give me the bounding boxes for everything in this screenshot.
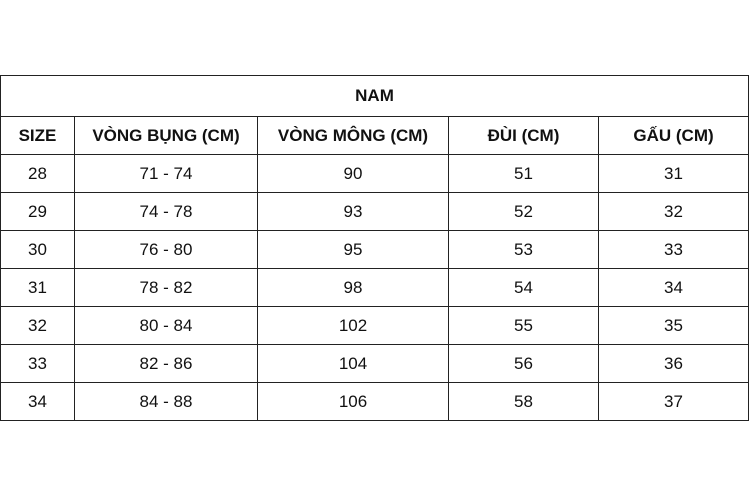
cell-waist: 76 - 80 (75, 231, 258, 269)
cell-hip: 95 (258, 231, 449, 269)
cell-size: 33 (1, 345, 75, 383)
cell-hip: 98 (258, 269, 449, 307)
cell-hip: 93 (258, 193, 449, 231)
cell-hip: 104 (258, 345, 449, 383)
header-hem: GẤU (CM) (599, 117, 749, 155)
cell-hem: 32 (599, 193, 749, 231)
cell-hem: 35 (599, 307, 749, 345)
cell-waist: 82 - 86 (75, 345, 258, 383)
cell-waist: 78 - 82 (75, 269, 258, 307)
size-chart-table (0, 75, 749, 421)
cell-thigh: 54 (449, 269, 599, 307)
cell-hip: 106 (258, 383, 449, 421)
cell-thigh: 55 (449, 307, 599, 345)
cell-thigh: 53 (449, 231, 599, 269)
table-row (1, 155, 749, 193)
cell-hem: 37 (599, 383, 749, 421)
table-row (1, 345, 749, 383)
cell-waist: 74 - 78 (75, 193, 258, 231)
header-thigh: ĐÙI (CM) (449, 117, 599, 155)
cell-size: 34 (1, 383, 75, 421)
header-row (1, 117, 749, 155)
cell-waist: 84 - 88 (75, 383, 258, 421)
title-row (1, 76, 749, 117)
cell-size: 30 (1, 231, 75, 269)
cell-waist: 80 - 84 (75, 307, 258, 345)
cell-waist: 71 - 74 (75, 155, 258, 193)
cell-size: 32 (1, 307, 75, 345)
table-row (1, 193, 749, 231)
header-hip: VÒNG MÔNG (CM) (258, 117, 449, 155)
table-row (1, 269, 749, 307)
cell-hem: 33 (599, 231, 749, 269)
table-row (1, 231, 749, 269)
table-row (1, 307, 749, 345)
cell-hip: 102 (258, 307, 449, 345)
cell-size: 29 (1, 193, 75, 231)
table-row (1, 383, 749, 421)
cell-thigh: 51 (449, 155, 599, 193)
table-title: NAM (1, 76, 749, 117)
cell-hem: 34 (599, 269, 749, 307)
header-size: SIZE (1, 117, 75, 155)
header-waist: VÒNG BỤNG (CM) (75, 117, 258, 155)
cell-thigh: 58 (449, 383, 599, 421)
cell-thigh: 56 (449, 345, 599, 383)
cell-hip: 90 (258, 155, 449, 193)
cell-thigh: 52 (449, 193, 599, 231)
cell-hem: 31 (599, 155, 749, 193)
cell-hem: 36 (599, 345, 749, 383)
cell-size: 28 (1, 155, 75, 193)
cell-size: 31 (1, 269, 75, 307)
